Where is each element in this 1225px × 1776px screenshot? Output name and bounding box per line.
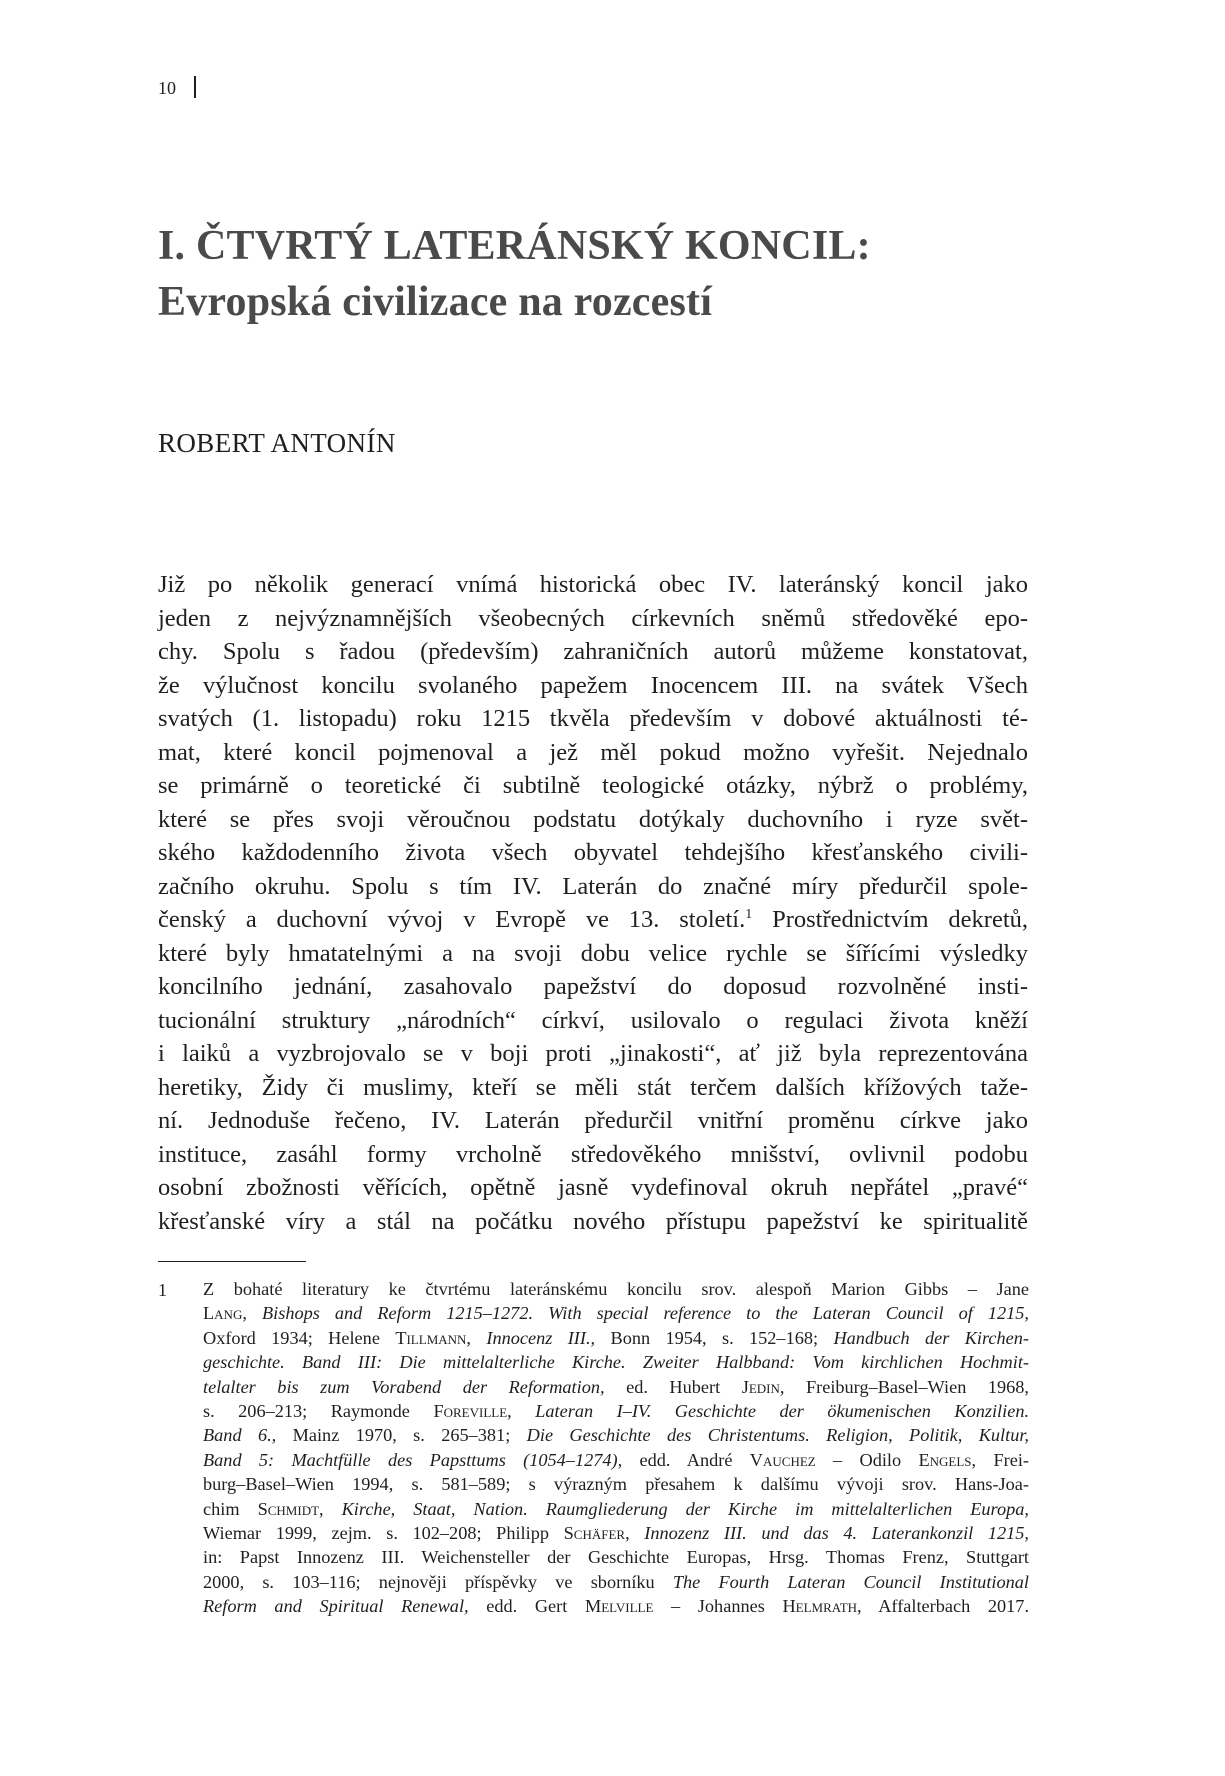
footnote-title: Handbuch der Kirchen- — [833, 1327, 1030, 1348]
footnote-segment: ed. Hubert — [626, 1376, 721, 1397]
footnote-segment: Mainz 1970, s. 265–381; — [292, 1425, 511, 1446]
footnote-title: Die Geschichte des Christentums. Religion, Politik, Kultur, — [526, 1425, 1029, 1446]
body-line: ní. Jednoduše řečeno, IV. Laterán předurčil vnitřní proměnu církve jako — [158, 1107, 1028, 1134]
body-line: že výlučnost koncilu svolaného papežem Inocencem III. na svátek Všech — [158, 671, 1028, 699]
body-line: tucionální struktury „národních“ církví, usilovalo o regulaci života kněží — [158, 1006, 1028, 1034]
body-line: heretiky, Židy či muslimy, kteří se měli stát terčem dalších křížových taže- — [158, 1073, 1028, 1101]
footnote-segment: burg–Basel–Wien 1994, s. 581–589; s výrazným přesahem k dalšímu vývoji srov. Hans-Joa- — [203, 1474, 1029, 1495]
footnote-line — [203, 1570, 1029, 1594]
footnote-title: Reform and Spiritual Renewal, — [203, 1596, 469, 1617]
footnote-title: Lateran I–IV. Geschichte der ökumenischen Konzilien. — [535, 1401, 1030, 1422]
footnote-segment: Bonn 1954, s. 152–168; — [610, 1327, 819, 1348]
footnote-title: geschichte. Band III: Die mittelalterliche Kirche. Zweiter Halbband: Vom kirchlichen Hochmit- — [203, 1352, 1029, 1373]
footnote-title: Kirche, Staat, Nation. Raumgliederung der Kirche im mittelalterlichen Europa, — [341, 1498, 1029, 1519]
footnote-author: Jedin, — [741, 1376, 785, 1397]
footnote-line — [203, 1423, 1029, 1447]
body-line: instituce, zasáhl formy vrcholně středověkého mnišství, ovlivnil podobu — [158, 1140, 1028, 1168]
footnote-segment: Affalterbach 2017. — [878, 1596, 1030, 1617]
footnote-segment: s. 206–213; Raymonde — [203, 1401, 410, 1422]
footnote-line — [203, 1594, 1029, 1618]
body-line-with-footnote-ref — [158, 903, 1028, 937]
body-line: ského každodenního života všech obyvatel tehdejšího křesťanského civili- — [158, 839, 1028, 866]
footnote-author: Engels, — [918, 1449, 977, 1470]
chapter-title-line-1: I. ČTVRTÝ LATERÁNSKÝ KONCIL: — [158, 223, 871, 269]
body-line: chy. Spolu s řadou (především) zahraničních autorů můžeme konstatovat, — [158, 638, 1028, 665]
page-number-value: 10 — [158, 78, 176, 98]
footnote-segment: chim — [203, 1498, 240, 1519]
footnote-line — [203, 1472, 1029, 1496]
chapter-title-line-2: Evropská civilizace na rozcestí — [158, 279, 713, 325]
footnote-title: Band 5: Machtfülle des Papsttums (1054–1274), — [203, 1449, 623, 1470]
footnote-text — [203, 1277, 1029, 1619]
chapter-title — [158, 218, 871, 330]
footnote-segment: Wiemar 1999, zejm. s. 102–208; Philipp — [203, 1523, 549, 1544]
footnote-line — [203, 1301, 1029, 1325]
body-line: které se přes svoji věroučnou podstatu dotýkaly duchovního i ryze svět- — [158, 805, 1028, 833]
footnote-line — [203, 1545, 1029, 1569]
footnote-author: Foreville, — [433, 1401, 512, 1422]
footnote-segment: Z bohaté literatury ke čtvrtému lateránskému koncilu srov. alespoň Marion Gibbs – Jane — [203, 1279, 1029, 1299]
footnote-segment: in: Papst Innozenz III. Weichensteller der Geschichte Europas, Hrsg. Thomas Frenz, Stuttgart — [203, 1547, 1029, 1568]
footnote-segment: Oxford 1934; Helene — [203, 1327, 380, 1348]
page-number-separator — [194, 76, 196, 98]
body-line: Již po několik generací vnímá historická obec IV. lateránský koncil jako — [158, 571, 1028, 598]
footnote-line — [203, 1350, 1029, 1374]
footnote-title: telalter bis zum Vorabend der Reformation, — [203, 1376, 605, 1397]
footnote-author: Melville — [584, 1596, 654, 1617]
body-line: svatých (1. listopadu) roku 1215 tkvěla především v dobové aktuálnosti té- — [158, 705, 1028, 732]
footnote-author: Helmrath, — [782, 1596, 862, 1617]
footnote-number: 1 — [158, 1280, 167, 1300]
footnote-segment: – Johannes — [671, 1596, 765, 1617]
footnote-segment: edd. André — [639, 1449, 733, 1470]
body-line: mat, které koncil pojmenoval a jež měl pokud možno vyřešit. Nejednalo — [158, 738, 1028, 766]
body-line-text: Prostřednictvím dekretů, — [752, 906, 1028, 933]
body-line: začního okruhu. Spolu s tím IV. Laterán do značné míry předurčil spole- — [158, 872, 1028, 900]
footnote-title: Innozenz III. und das 4. Laterankonzil 1215, — [644, 1523, 1030, 1544]
footnote-title: Bishops and Reform 1215–1272. With special reference to the Lateran Council of 1215, — [261, 1303, 1030, 1324]
footnote-segment: 2000, s. 103–116; nejnověji příspěvky ve sborníku — [203, 1571, 655, 1592]
footnote-segment: – Odilo — [833, 1449, 902, 1470]
footnote-author: Schäfer, — [563, 1523, 630, 1544]
footnote-line — [203, 1497, 1029, 1521]
footnote-line — [203, 1326, 1029, 1350]
footnote-author: Tillmann, — [395, 1327, 471, 1348]
footnote-line — [203, 1521, 1029, 1545]
footnote-line — [203, 1448, 1029, 1472]
footnote-line — [203, 1375, 1029, 1399]
footnote-line — [203, 1277, 1029, 1301]
footnote-title: Innocenz III., — [486, 1327, 596, 1348]
footnote-segment: Freiburg–Basel–Wien 1968, — [805, 1376, 1029, 1397]
footnote-reference[interactable]: 1 — [745, 907, 753, 922]
footnote-title: Band 6., — [203, 1425, 277, 1446]
footnote-author: Vauchez — [749, 1449, 816, 1470]
author-name: ROBERT ANTONÍN — [158, 428, 396, 458]
body-line: křesťanské víry a stál na počátku nového přístupu papežství ke spiritualitě — [158, 1207, 1028, 1235]
body-line: koncilního jednání, zasahovalo papežství do doposud rozvolněné insti- — [158, 973, 1028, 1000]
footnote-segment: Frei- — [993, 1449, 1029, 1470]
footnote-author: Schmidt, — [257, 1498, 324, 1519]
body-line: osobní zbožnosti věřících, opětně jasně vydefinoval okruh nepřátel „pravé“ — [158, 1174, 1028, 1201]
body-line: které byly hmatatelnými a na svoji dobu velice rychle se šířícími výsledky — [158, 939, 1028, 967]
footnote-title: The Fourth Lateran Council Institutional — [672, 1571, 1029, 1592]
body-line: jeden z nejvýznamnějších všeobecných církevních sněmů středověké epo- — [158, 604, 1028, 632]
footnote-divider — [158, 1261, 306, 1262]
footnote-segment: edd. Gert — [486, 1596, 568, 1617]
footnote-author: Lang, — [203, 1303, 247, 1324]
body-line-text: čenský a duchovní vývoj v Evropě ve 13. století. — [158, 906, 746, 933]
body-text — [158, 568, 1028, 1238]
page-number — [158, 76, 196, 99]
body-line: i laiků a vyzbrojovalo se v boji proti „jinakosti“, ať již byla reprezentována — [158, 1040, 1028, 1067]
footnote-line — [203, 1399, 1029, 1423]
body-line: se primárně o teoretické či subtilně teologické otázky, nýbrž o problémy, — [158, 772, 1028, 799]
